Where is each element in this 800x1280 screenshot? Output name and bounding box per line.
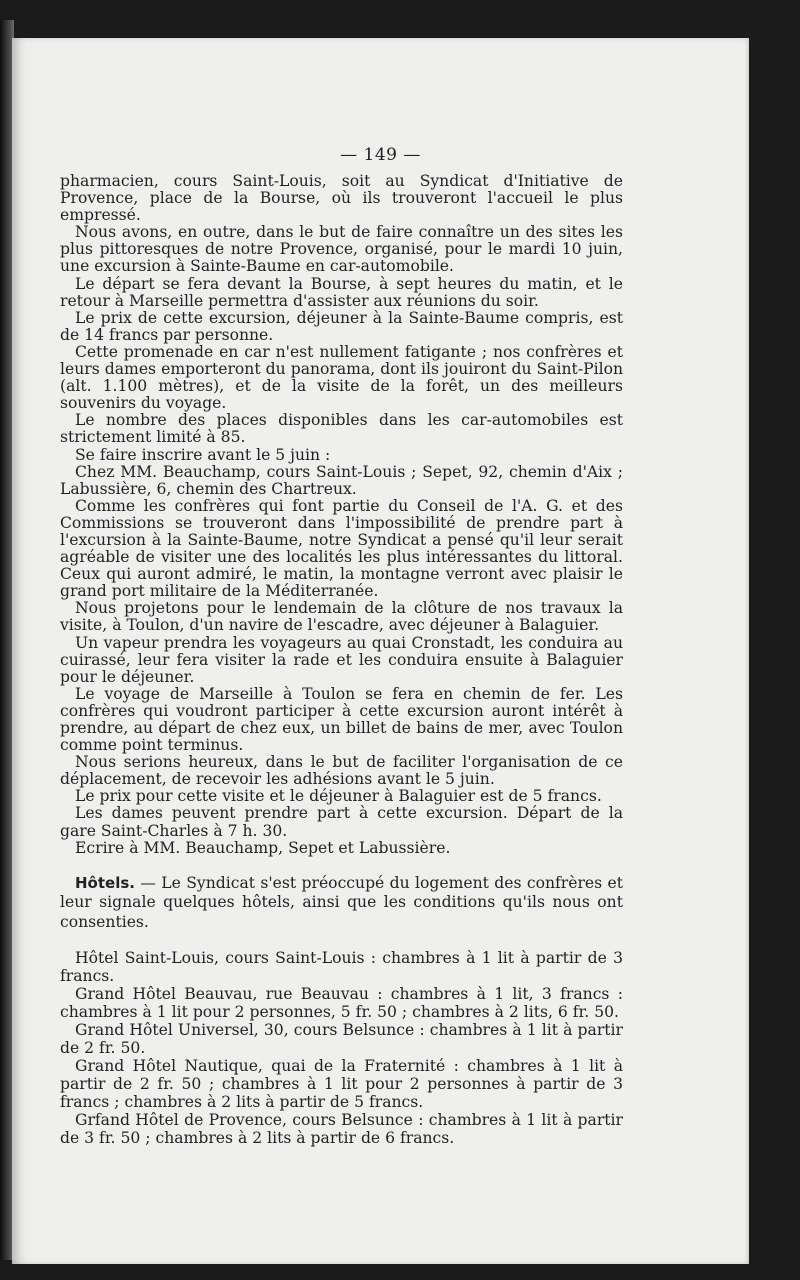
hotel-entry: Grand Hôtel Nautique, quai de la Fraternité : chambres à 1 lit à partir de 2 fr. 50 ; chambres à 1 lit pour 2 personnes à partir de 3 francs ; chambres à 2 lits à partir de 5 francs.	[60, 1057, 623, 1112]
paragraph: Le prix de cette excursion, déjeuner à la Sainte-Baume compris, est de 14 francs par personne.	[60, 308, 623, 344]
paragraph: Le départ se fera devant la Bourse, à sept heures du matin, et le retour à Marseille permettra d'assister aux réunions du soir.	[60, 274, 623, 310]
paragraph: Ecrire à MM. Beauchamp, Sepet et Labussière.	[75, 838, 451, 857]
body-text	[60, 173, 623, 1147]
paragraph: Le prix pour cette visite et le déjeuner à Balaguier est de 5 francs.	[75, 787, 602, 806]
paragraph: Nous avons, en outre, dans le but de faire connaître un des sites les plus pittoresques de notre Provence, organisé, pour le mardi 10 juin, une excursion à Sainte-Baume en car-automobile.	[60, 223, 623, 276]
paragraph: Cette promenade en car n'est nullement fatigante ; nos confrères et leurs dames emporteront du panorama, dont ils jouiront du Saint-Pilon (alt. 1.100 mètres), et de la visite de la forêt, un des meilleurs souvenirs du voyage.	[60, 342, 623, 413]
hotel-entry: Grand Hôtel Universel, 30, cours Belsunce : chambres à 1 lit à partir de 2 fr. 50.	[60, 1021, 623, 1058]
paragraph: pharmacien, cours Saint-Louis, soit au Syndicat d'Initiative de Provence, place de la Bourse, où ils trouveront l'accueil le plus empressé.	[60, 172, 623, 225]
hotel-entry: Grfand Hôtel de Provence, cours Belsunce : chambres à 1 lit à partir de 3 fr. 50 ; chambres à 2 lits à partir de 6 francs.	[60, 1111, 623, 1148]
paragraph: Les dames peuvent prendre part à cette excursion. Départ de la gare Saint-Charles à 7 h. 30.	[60, 804, 623, 840]
hotels-intro-text: — Le Syndicat s'est préoccupé du logement des confrères et leur signale quelques hôtels, ainsi que les conditions qu'ils nous ont consenties.	[60, 873, 623, 931]
paragraph: Nous projetons pour le lendemain de la clôture de nos travaux la visite, à Toulon, d'un navire de l'escadre, avec déjeuner à Balaguier.	[60, 599, 623, 635]
paragraph: Comme les confrères qui font partie du Conseil de l'A. G. et des Commissions se trouveront dans l'impossibilité de prendre part à l'excursion à la Sainte-Baume, notre Syndicat a pensé qu'il leur serait agréable de visiter une des localités les plus intéressantes du littoral. Ceux qui auront admiré, le matin, la montagne verront avec plaisir le grand port militaire de la Méditerranée.	[60, 496, 623, 601]
paragraph: Un vapeur prendra les voyageurs au quai Cronstadt, les conduira au cuirassé, leur fera visiter la rade et les conduira ensuite à Balaguier pour le déjeuner.	[60, 633, 623, 686]
hotel-entry: Hôtel Saint-Louis, cours Saint-Louis : chambres à 1 lit à partir de 3 francs.	[60, 949, 623, 986]
paragraph: Le nombre des places disponibles dans les car-automobiles est strictement limité à 85.	[60, 411, 623, 447]
hotels-heading: Hôtels.	[75, 873, 135, 892]
book-page	[12, 38, 749, 1264]
paragraph: Le voyage de Marseille à Toulon se fera en chemin de fer. Les confrères qui voudront participer à cette excursion auront intérêt à prendre, au départ de chez eux, un billet de bains de mer, avec Toulon comme point terminus.	[60, 684, 623, 755]
paragraph: Se faire inscrire avant le 5 juin :	[75, 445, 331, 464]
paragraph: Chez MM. Beauchamp, cours Saint-Louis ; Sepet, 92, chemin d'Aix ; Labussière, 6, chemin des Chartreux.	[60, 462, 623, 498]
hotels-section-intro	[60, 874, 623, 933]
paragraph: Nous serions heureux, dans le but de faciliter l'organisation de ce déplacement, de recevoir les adhésions avant le 5 juin.	[60, 753, 623, 789]
page-number: — 149 —	[340, 145, 421, 165]
hotel-entry: Grand Hôtel Beauvau, rue Beauvau : chambres à 1 lit, 3 francs : chambres à 1 lit pour 2 personnes, 5 fr. 50 ; chambres à 2 lits, 6 fr. 50.	[60, 985, 623, 1022]
